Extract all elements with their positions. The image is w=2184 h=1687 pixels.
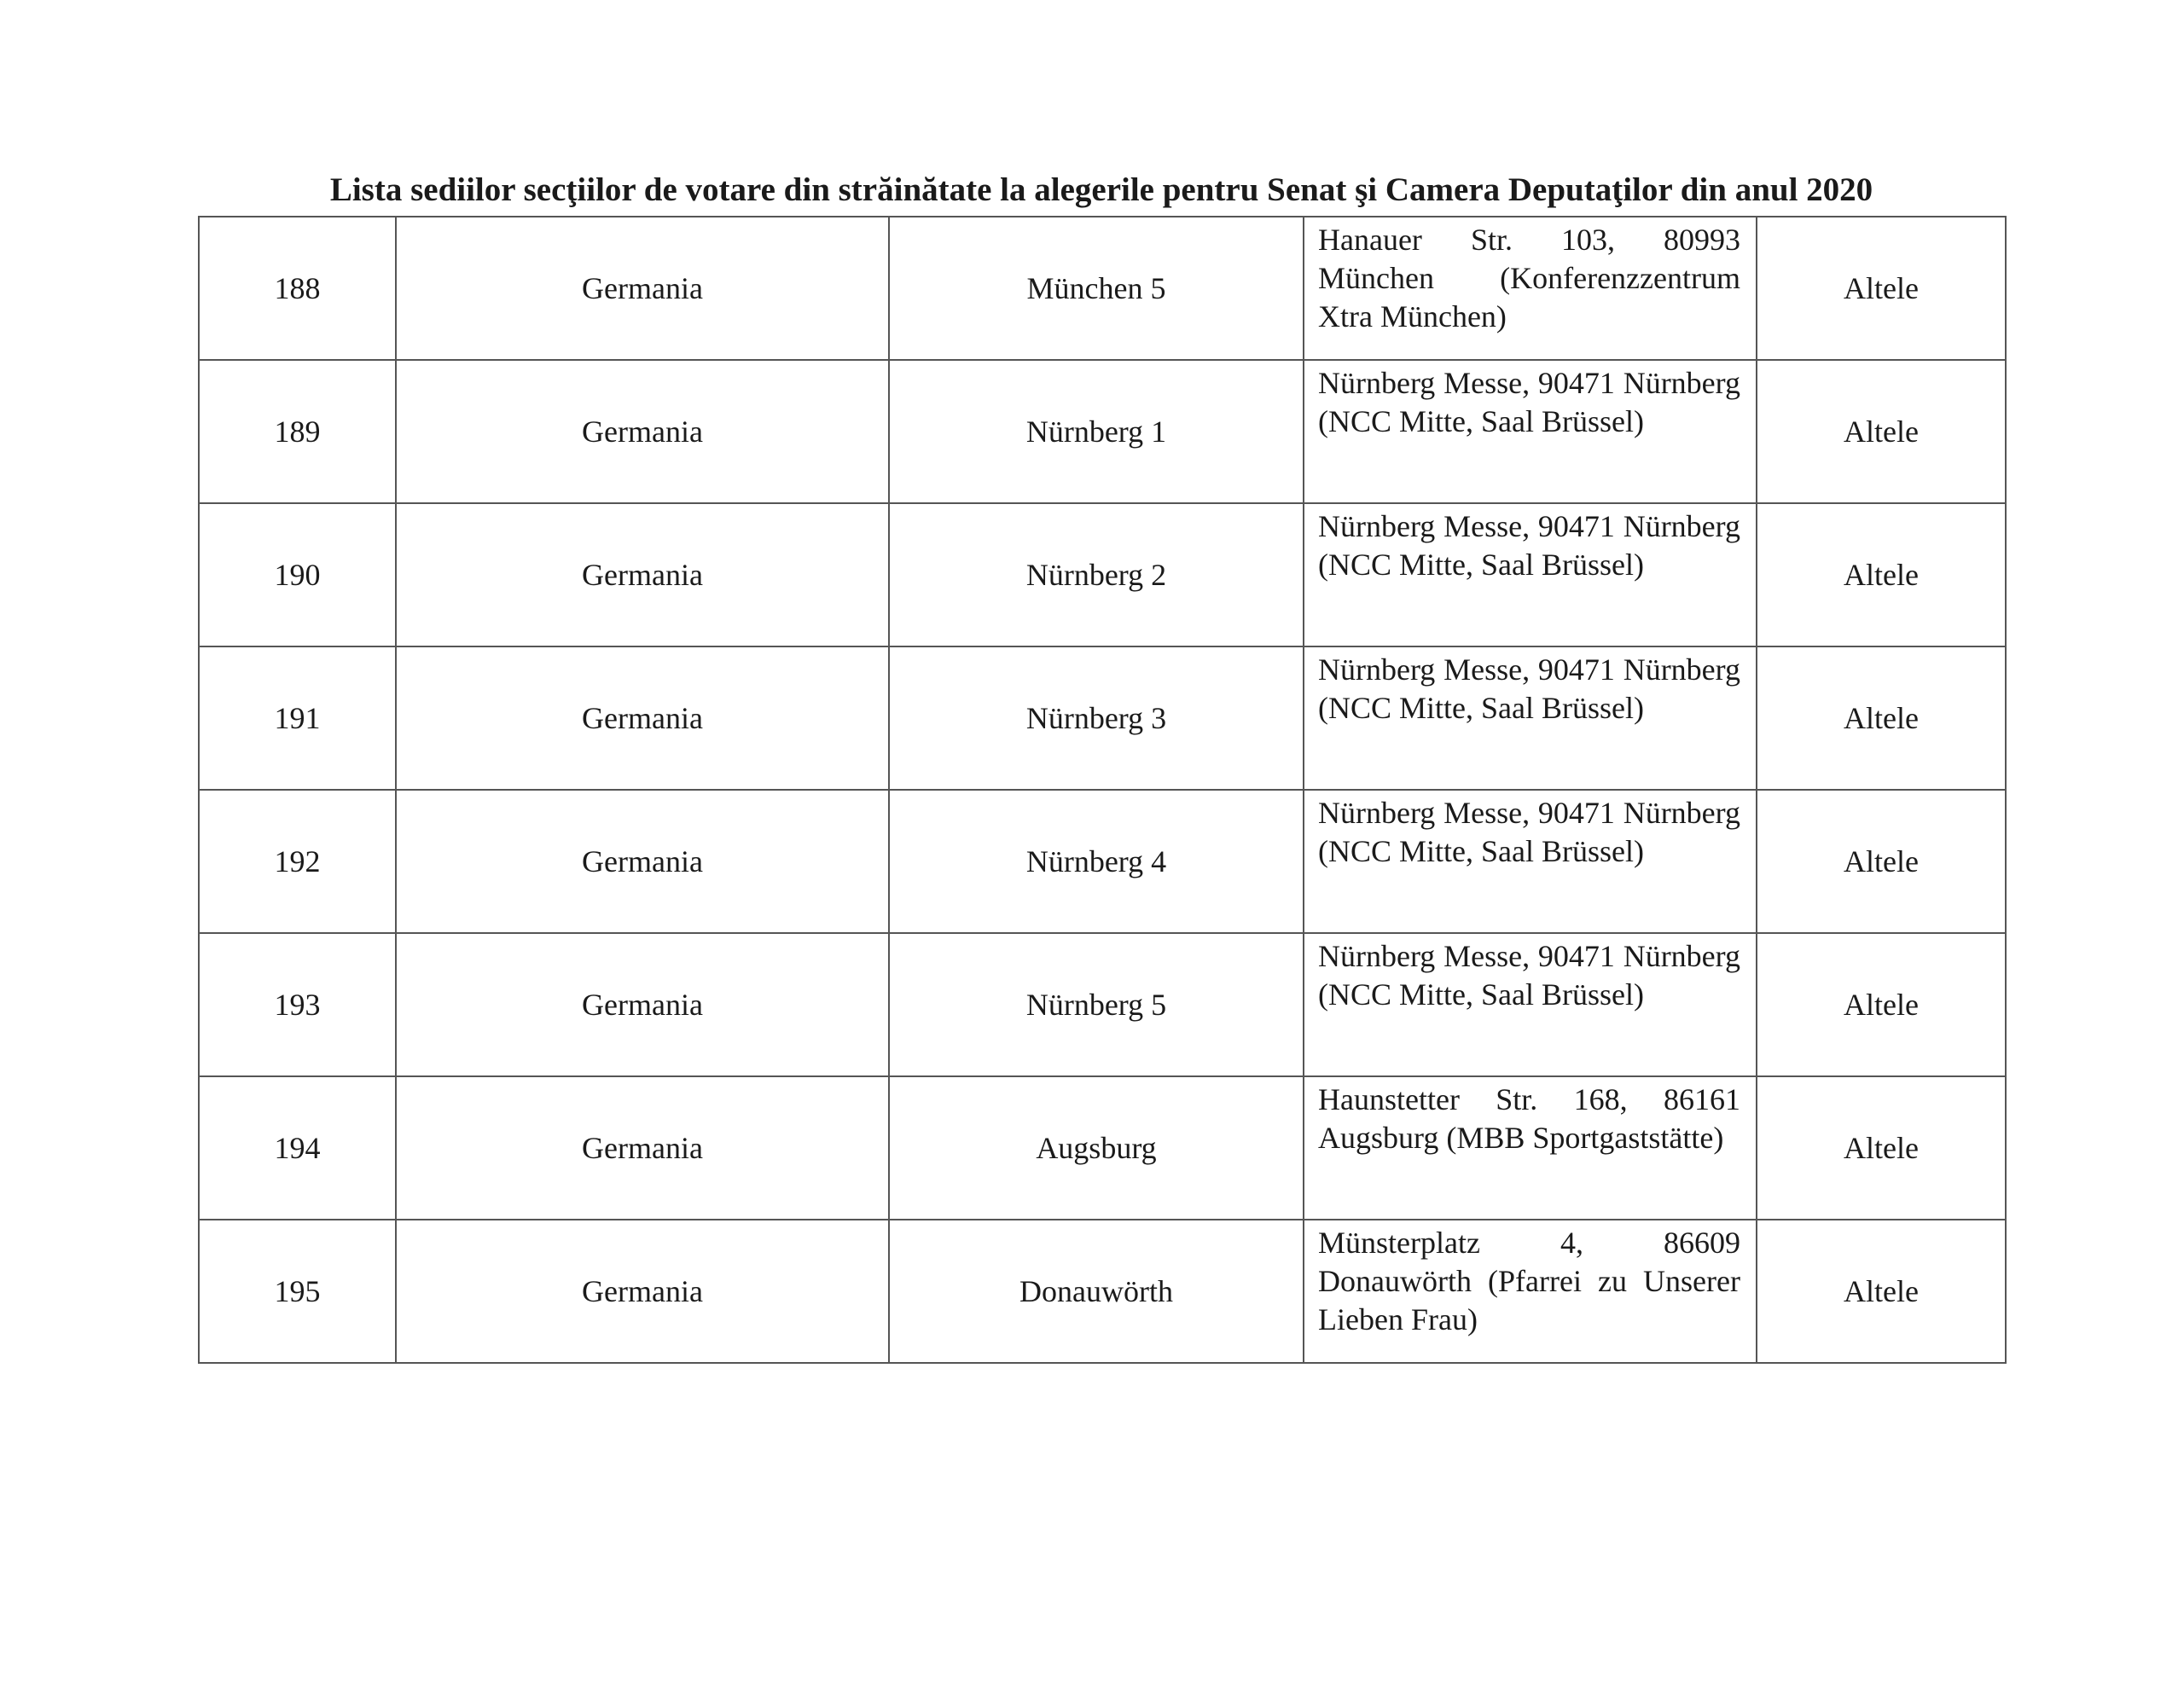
country: Germania [396, 217, 889, 360]
address: Haunstetter Str. 168, 86161 Augsburg (MBB Sportgaststätte) [1304, 1076, 1757, 1220]
document-title: Lista sediilor secţiilor de votare din străinătate la alegerile pentru Senat şi Camera Deputaţilor din anul 2020 [329, 171, 1873, 208]
address: Hanauer Str. 103, 80993 München (Konferenzzentrum Xtra München) [1304, 217, 1757, 360]
location-type: Altele [1757, 790, 2006, 933]
table-row [199, 646, 2006, 790]
address: Nürnberg Messe, 90471 Nürnberg (NCC Mitte, Saal Brüssel) [1304, 933, 1757, 1076]
location-type: Altele [1757, 1220, 2006, 1363]
locality: Nürnberg 2 [889, 503, 1304, 646]
location-type: Altele [1757, 360, 2006, 503]
country: Germania [396, 360, 889, 503]
location-type: Altele [1757, 217, 2006, 360]
section-number: 193 [199, 933, 396, 1076]
country: Germania [396, 790, 889, 933]
polling-stations-table [198, 216, 2007, 1364]
section-number: 192 [199, 790, 396, 933]
country: Germania [396, 1076, 889, 1220]
locality: Nürnberg 5 [889, 933, 1304, 1076]
table-row [199, 933, 2006, 1076]
location-type: Altele [1757, 646, 2006, 790]
locality: Nürnberg 4 [889, 790, 1304, 933]
section-number: 188 [199, 217, 396, 360]
address: Nürnberg Messe, 90471 Nürnberg (NCC Mitte, Saal Brüssel) [1304, 503, 1757, 646]
section-number: 190 [199, 503, 396, 646]
section-number: 189 [199, 360, 396, 503]
section-number: 195 [199, 1220, 396, 1363]
table-row [199, 217, 2006, 360]
section-number: 191 [199, 646, 396, 790]
table-row [199, 503, 2006, 646]
country: Germania [396, 503, 889, 646]
address: Nürnberg Messe, 90471 Nürnberg (NCC Mitte, Saal Brüssel) [1304, 360, 1757, 503]
section-number: 194 [199, 1076, 396, 1220]
table-row [199, 1220, 2006, 1363]
table-row [199, 1076, 2006, 1220]
table-row [199, 790, 2006, 933]
locality: München 5 [889, 217, 1304, 360]
address: Nürnberg Messe, 90471 Nürnberg (NCC Mitte, Saal Brüssel) [1304, 646, 1757, 790]
country: Germania [396, 933, 889, 1076]
location-type: Altele [1757, 503, 2006, 646]
address: Nürnberg Messe, 90471 Nürnberg (NCC Mitte, Saal Brüssel) [1304, 790, 1757, 933]
locality: Nürnberg 1 [889, 360, 1304, 503]
locality: Donauwörth [889, 1220, 1304, 1363]
locality: Augsburg [889, 1076, 1304, 1220]
country: Germania [396, 646, 889, 790]
address: Münsterplatz 4, 86609 Donauwörth (Pfarrei zu Unserer Lieben Frau) [1304, 1220, 1757, 1363]
location-type: Altele [1757, 933, 2006, 1076]
location-type: Altele [1757, 1076, 2006, 1220]
country: Germania [396, 1220, 889, 1363]
locality: Nürnberg 3 [889, 646, 1304, 790]
table-row [199, 360, 2006, 503]
